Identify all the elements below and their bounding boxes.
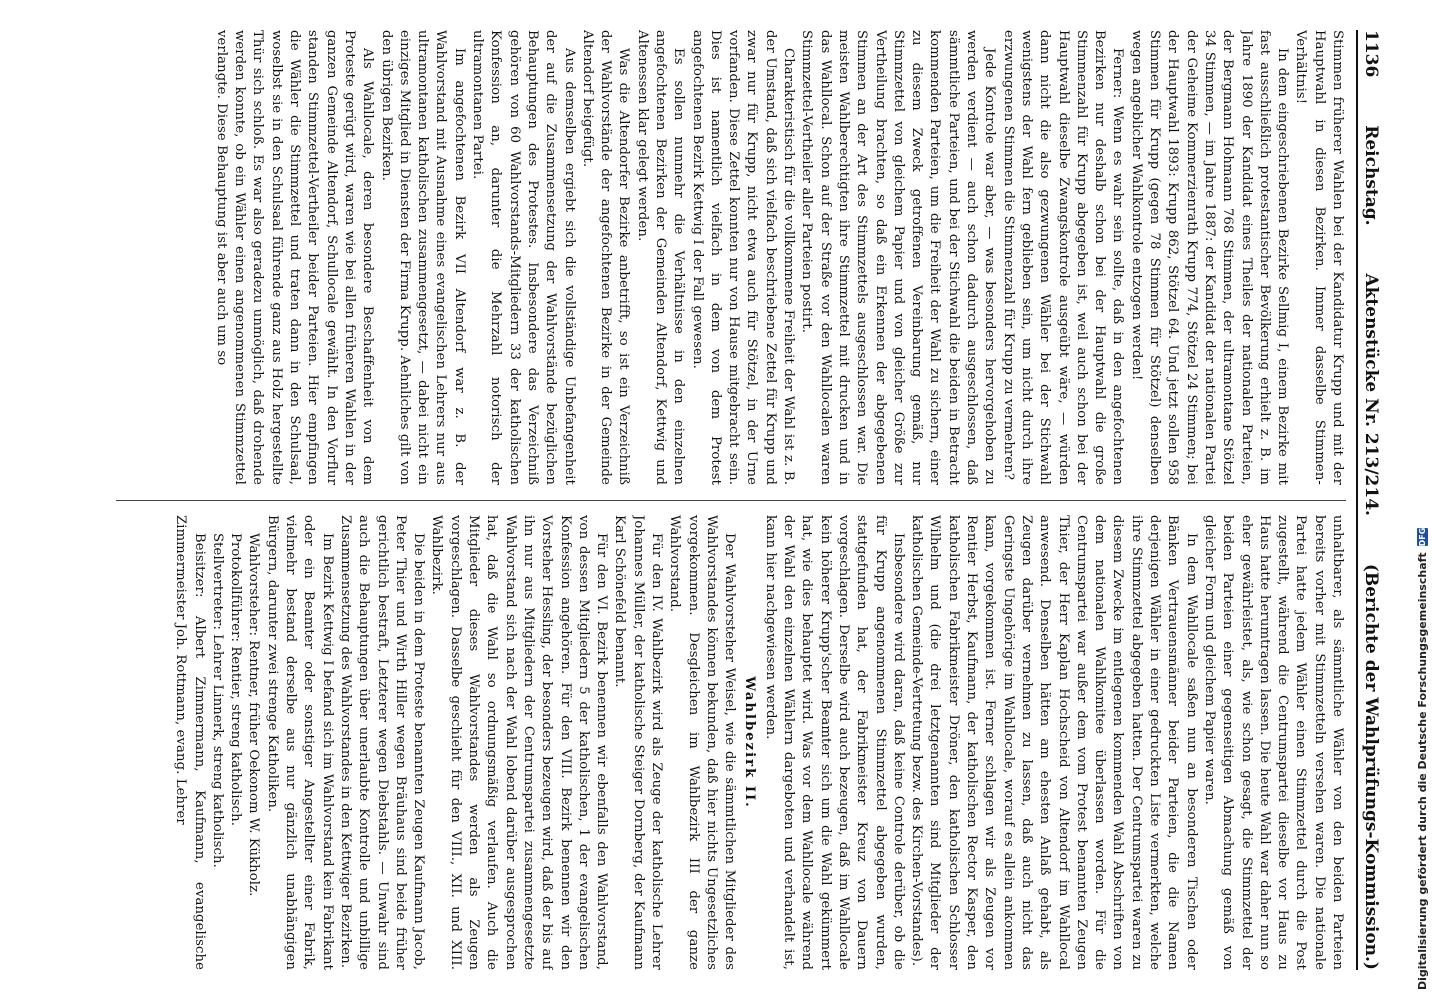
page-number: 1136 <box>1361 30 1381 78</box>
paragraph: Im angefochtenen Bezirk VII Altendorf war z. B. der Wahlvorstand mit Ausnahme eines evangelischen Lehrers nur aus ultramontanen katholischen zusammengesetzt, — dabei nicht ein einziges Mitglied in Diensten der Firma Krupp. Aehnliches gilt von den übrigen Bezirken. <box>378 30 467 485</box>
paragraph: Aus demselben ergiebt sich die vollständige Unbefangenheit der auf die Zusammensetzung der Wahlvorstände bezüglichen Behauptungen des Protestes. Insbesondere das Verzeichniß gehören von 60 Wahlvorstands-Mitgliedern 33 der katholischen Konfession an, darunter die Mehrzahl notorisch der ultramontanen Partei. <box>470 30 577 485</box>
paragraph: Insbesondere wird daran, daß keine Controle derüber, ob die für Krupp angenommenen Stimmzettel abgegeben wurden, stattgefunden hat, der Fabrikmeister Kreuz von Dauern vorgeschlagen. Derselbe wird auch bezeugen, daß im Wahllocale kein höherer Krupp'scher Beamter sich um die Wahl gekümmert hat, wie dies behauptet wird. Was vor dem Wahllocale während der Wahl den einzelnen Wählern dargeboten und verhandelt ist, kann hier nachgewiesen werden. <box>762 515 906 970</box>
document-number: Aktenstücke Nr. 213/214. <box>1361 273 1381 516</box>
paragraph: Im Bezirk Kettwig I befand sich im Wahlvorstand kein Fabrikant oder ein Beamter oder sonstiger Angestellter einer Fabrik, vielmehr bestand derselbe aus nur gänzlich unabhängigen Bürgern, darunter zwei strenge Katholiken. <box>264 515 335 970</box>
paragraph: Als Wahllocale, deren besondere Beschaffenheit von dem Proteste gerügt wird, waren wie bei allen früheren Wahlen in der ganzen Gemeinde Altendorf, Schullocale gewählt. In den Vorflur standen Stimmzettel-Vertheiler beider Parteien. Hier empfingen die Wähler die Stimmzettel und traten dann in den Schulsaal, woselbst sie in den Schulsaal führende ganz aus Holz hergestellte Thür sich schloß. Es war also geradezu unmöglich, daß drohende werden konnte, ob ein Wähler einen angenommenen Stimmzettel verlangte. Diese Behauptung ist aber auch um so <box>213 30 376 485</box>
paragraph: Jede Kontrole war aber, — was besonders hervorgehoben zu werden verdient — auch schon dadurch ausgeschlossen, daß sämmtliche Parteien, und bei der Stichwahl die beiden in Betracht kommenden Parteien, um die Freiheit der Wahl zu sichern, einer zu diesem Zweck getroffenen Vereinbarung gemäß, nur Stimmzettel von gleichem Papier und von gleicher Größe zur Vertheilung brachten, so daß ein Erkennen der abgegebenen Stimmen an der Art des Stimmzettels ausgeschlossen war. Die meisten Wahlberechtigten ihre Stimmzettel mit drucken und in das Wahllocal. Schon auf der Straße vor den Wahllocalen waren Stimmzettel-Vertheiler aller Parteien postirt. <box>799 30 998 485</box>
section-subheading: Wahlbezirk II. <box>742 676 758 809</box>
left-text-column <box>106 30 1346 485</box>
column-divider <box>116 500 1346 501</box>
paragraph: Ferner: Wenn es wahr sein sollte, daß in den angefochtenen Bezirken nur deshalb schon bei der Hauptwahl die große Stimmenzahl für Krupp abgegeben ist, weil auch schon bei der Hauptwahl dieselbe Zwangskontrole ausgeübt wäre, — würden dann nicht die also gezwungenen Wähler bei der Stichwahl wenigstens der Wahl fern geblieben sein, um nicht durch ihre erzwungenen Stimmen die Stimmenzahl für Krupp zu vermehren? <box>1000 30 1126 485</box>
page-header <box>1356 30 1390 970</box>
paragraph: In dem Wahllocale saßen nun an besonderen Tischen oder Bänken Vertrauensmänner beider Parteien, die die Namen derjenigen Wähler in einer gedruckten Liste vermerkten, welche ihre Stimmzettel abgegeben hatten. Der Centrumspartei waren zu diesem Zwecke im entlegenen kommenden Wahl Abschriften von dem nationalen Wahlkomitee überlassen worden. Für die Centrumspartei war außer dem vom Protest benannten Zeugen Thier, der Herr Kaplan Hochscheid von Altendorf im Wahllocal anwesend. Denselben hätten am ehesten Anlaß gehabt, als Zeugen darüber vernehmen zu lassen, daß auch nicht das Geringste Ungehörige im Wahllocale, worauf es allein ankommen kann, vorgekommen ist. Ferner schlagen wir als Zeugen vor Rentier Herbst, Kaufmann, der katholischen Rector Kasper, den katholischen Fabrikmeister Dröner, den katholischen Schlosser Wilhelm und (die drei letztgenannten sind Mitglieder der katholischen Gemeinde-Vertretung bezw. des Kirchen-Vorstandes). <box>909 515 1199 970</box>
right-text-column <box>106 515 1346 970</box>
paragraph: Es sollen nunmehr die Verhältnisse in den einzelnen angefochtenen Bezirken der Gemeinden Altendorf, Kettwig und Altenessen klar gelegt werden. <box>634 30 687 485</box>
paragraph: Für den VI. Bezirk benennen wir ebenfalls den Wahlvorstand, von dessen Mitgliedern 5 der katholischen, 1 der evangelischen Konfession angehören. Für den VIII. Bezirk benennen wir den Vorsteher Hessling, der besonders bezeugen wird, daß der bis auf ihn nur aus Mitgliedern der Centrumspartei zusammengesetzte Wahlvorstand sich nach der Wahl lobend darüber ausgesprochen hat, daß die Wahl so ordnungsmäßig verlaufen. Auch die Mitglieder dieses Wahlvorstandes werden als Zeugen vorgeschlagen. Dasselbe geschieht für den VIII., XII. und XIII. Wahlbezirk. <box>429 515 610 970</box>
paragraph: unhaltbarer, als sämmtliche Wähler von den beiden Parteien bereits vorher mit Stimmzetteln versehen waren. Die nationale Partei hatte jedem Wähler einen Stimmzettel durch die Post zugestellt, während die Centrumspartei dieselbe vor Haus zu Haus hatte herumtragen lassen. Die heute Wahl war daher nun so eher gewährleistet, als, wie schon gesagt, die Stimmzettel der beiden Parteien einer gegenseitigen Abmachung gemäß von gleicher Form und gleichem Papier waren. <box>1201 515 1345 970</box>
paragraph: Wahlvorsteher: Rentner, früher Oekonom W. Kükholz. <box>246 533 262 897</box>
paragraph: Stimmen früherer Wahlen bei der Kandidatur Krupp und mit der Hauptwahl in diesen Bezirken. Immer dasselbe Stimmen-Verhältnis! <box>1293 30 1345 485</box>
credit-text: Digitalisierung gefördert durch die Deutsche Forschungsgemeinschaft <box>1416 552 1429 990</box>
paragraph: Beisitzer: Albert Zimmermann, Kaufmann, evangelische Zimmermeister Joh. Rottmann, evang. Lehrer <box>173 515 207 970</box>
paragraph: Stellvertreter: Lehrer Linnerk, streng katholisch. <box>209 533 225 868</box>
paragraph: Protokollführer: Rentier, streng katholisch. <box>228 533 244 826</box>
paragraph: Der Wahlvorsteher Weisel, wie die sämmtlichen Mitglieder des Wahlvorstandes können bekunden, daß hier nichts Ungesetzliches vorgekommen. Desgleichen im Wahlbezirk III der ganze Wahlvorstand. <box>667 515 738 970</box>
paragraph: Für den IV. Wahlbezirk wird als Zeuge der katholische Lehrer Johannes Müller, der katholische Steiger Dornberg, der Kaufmann Karl Schönefeld benannt. <box>612 515 665 970</box>
dfg-logo: DFG <box>1418 527 1427 547</box>
paragraph: Was die Altendorfer Bezirke anbetrifft, so ist ein Verzeichniß der Wahlvorstände der angefochtenen Bezirke in der Gemeinde Altendorf beigefügt. <box>579 30 632 485</box>
scanned-page <box>100 30 1390 970</box>
paragraph: Charakteristisch für die vollkommene Freiheit der Wahl ist z. B. der Umstand, daß sich vielfach beschriebene Zettel für Krupp und zwar nur für Krupp, nicht etwa auch für Stötzel, in der Urne vorfanden. Diese Zettel konnten nur von Hause mitgebracht sein. Dies ist namentlich vielfach in dem von dem Protest angefochtenen Bezirk Kettwig I der Fall gewesen. <box>689 30 797 485</box>
paragraph: In dem eingeschriebenen Bezirke Sellmig I, einem Bezirke mit fast ausschließlich protestantischer Bevölkerung erhielt z. B. im Jahre 1890 der Kandidat eines Theiles der nationalen Parteien, der Bergmann Hohmann 768 Stimmen, der ultramontane Stötzel 34 Stimmen, — im Jahre 1887: der Kandidat der nationalen Partei der Geheime Kommerzienrath Krupp 774, Stötzel 24 Stimmen; bei der Hauptwahl 1893: Krupp 862, Stötzel 64. Und jetzt sollen 958 Stimmen für Krupp (gegen 78 Stimmen für Stötzel) denselben wegen angeblicher Wahlkontrole entzogen werden! <box>1128 30 1291 485</box>
section-title: (Berichte der Wahlprüfungs-Kommission.) <box>1361 563 1381 970</box>
digitization-credit <box>1416 10 1429 990</box>
publication-title: Reichstag. <box>1361 125 1381 226</box>
paragraph: Die beiden in dem Proteste benannten Zeugen Kaufmann Jacob, Peter Thier und Wirth Hiller wegen Bräuhaus sind beide früher gerichtlich bestraft, Letzterer wegen Diebstahls. — Unwahr sind auch die Behauptungen über unerlaubte Kontrolle und unbillige Zusammensetzung des Wahlvorstandes in den Kettwiger Bezirken. <box>337 515 427 970</box>
